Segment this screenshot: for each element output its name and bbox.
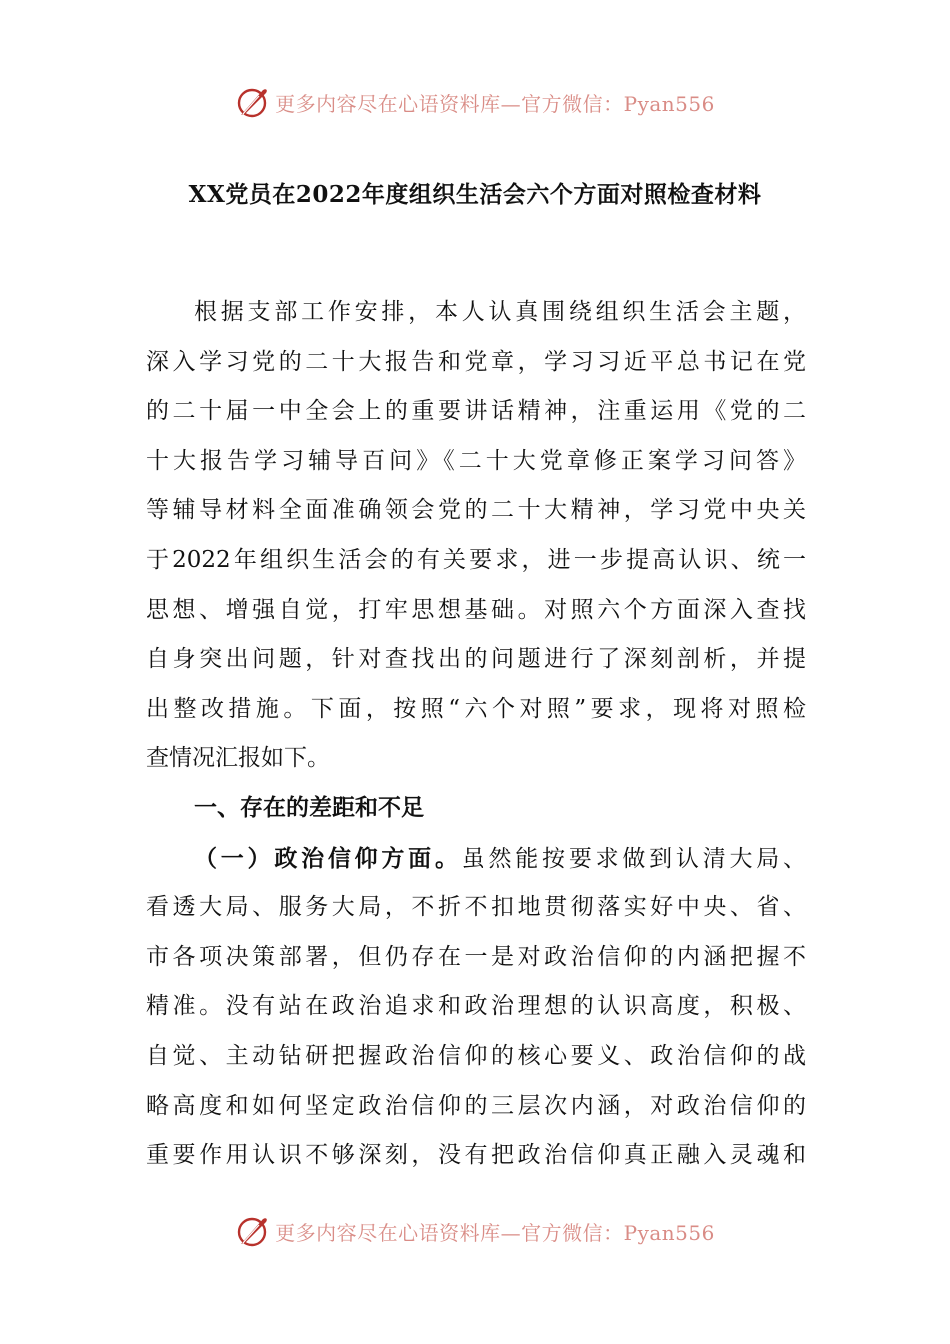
subsection-first-line bbox=[146, 834, 806, 884]
document-title: XX党员在2022年度组织生活会六个方面对照检查材料 bbox=[188, 181, 762, 208]
watermark-banner-bottom bbox=[0, 1211, 950, 1251]
intro-line: 深入学习党的二十大报告和党章，学习习近平总书记在党 bbox=[146, 348, 806, 375]
subsection-line: 自觉、主动钻研把握政治信仰的核心要义、政治信仰的战 bbox=[146, 1042, 806, 1069]
subsection-line: 精准。没有站在政治追求和政治理想的认识高度，积极、 bbox=[146, 993, 806, 1020]
intro-line: 思想、增强自觉，打牢思想基础。对照六个方面深入查找 bbox=[146, 596, 806, 623]
intro-line: 的二十届一中全会上的重要讲话精神，注重运用《党的二 bbox=[146, 398, 806, 425]
intro-line: 根据支部工作安排，本人认真围绕组织生活会主题， bbox=[194, 299, 806, 325]
document-body bbox=[146, 288, 806, 1181]
watermark-text: 更多内容尽在心语资料库—官方微信：Pyan556 bbox=[275, 1220, 715, 1245]
subsection-line: 市各项决策部署，但仍存在一是对政治信仰的内涵把握不 bbox=[146, 943, 806, 970]
watermark-banner-top bbox=[0, 82, 950, 122]
subsection-line: 重要作用认识不够深刻，没有把政治信仰真正融入灵魂和 bbox=[146, 1142, 806, 1169]
intro-line: 出整改措施。下面，按照“六个对照”要求，现将对照检 bbox=[146, 695, 806, 722]
subsection-lead: （一）政治信仰方面。 bbox=[194, 844, 462, 872]
quill-pen-circle-icon bbox=[235, 84, 271, 120]
intro-line: 十大报告学习辅导百问》《二十大党章修正案学习问答》 bbox=[146, 447, 806, 474]
subsection-line: 略高度和如何坚定政治信仰的三层次内涵，对政治信仰的 bbox=[146, 1092, 806, 1119]
quill-pen-circle-icon bbox=[235, 1213, 271, 1249]
subsection-line: 看透大局、服务大局，不折不扣地贯彻落实好中央、省、 bbox=[146, 894, 806, 921]
section-heading: 一、存在的差距和不足 bbox=[194, 794, 424, 821]
intro-line: 自身突出问题，针对查找出的问题进行了深刻剖析，并提 bbox=[146, 646, 806, 673]
intro-line: 等辅导材料全面准确领会党的二十大精神，学习党中央关 bbox=[146, 497, 806, 524]
watermark-text: 更多内容尽在心语资料库—官方微信：Pyan556 bbox=[275, 91, 715, 116]
intro-line: 于2022年组织生活会的有关要求，进一步提高认识、统一 bbox=[146, 546, 806, 573]
intro-line: 查情况汇报如下。 bbox=[146, 745, 330, 772]
subsection-first-line-rest: 虽然能按要求做到认清大局、 bbox=[461, 845, 806, 872]
